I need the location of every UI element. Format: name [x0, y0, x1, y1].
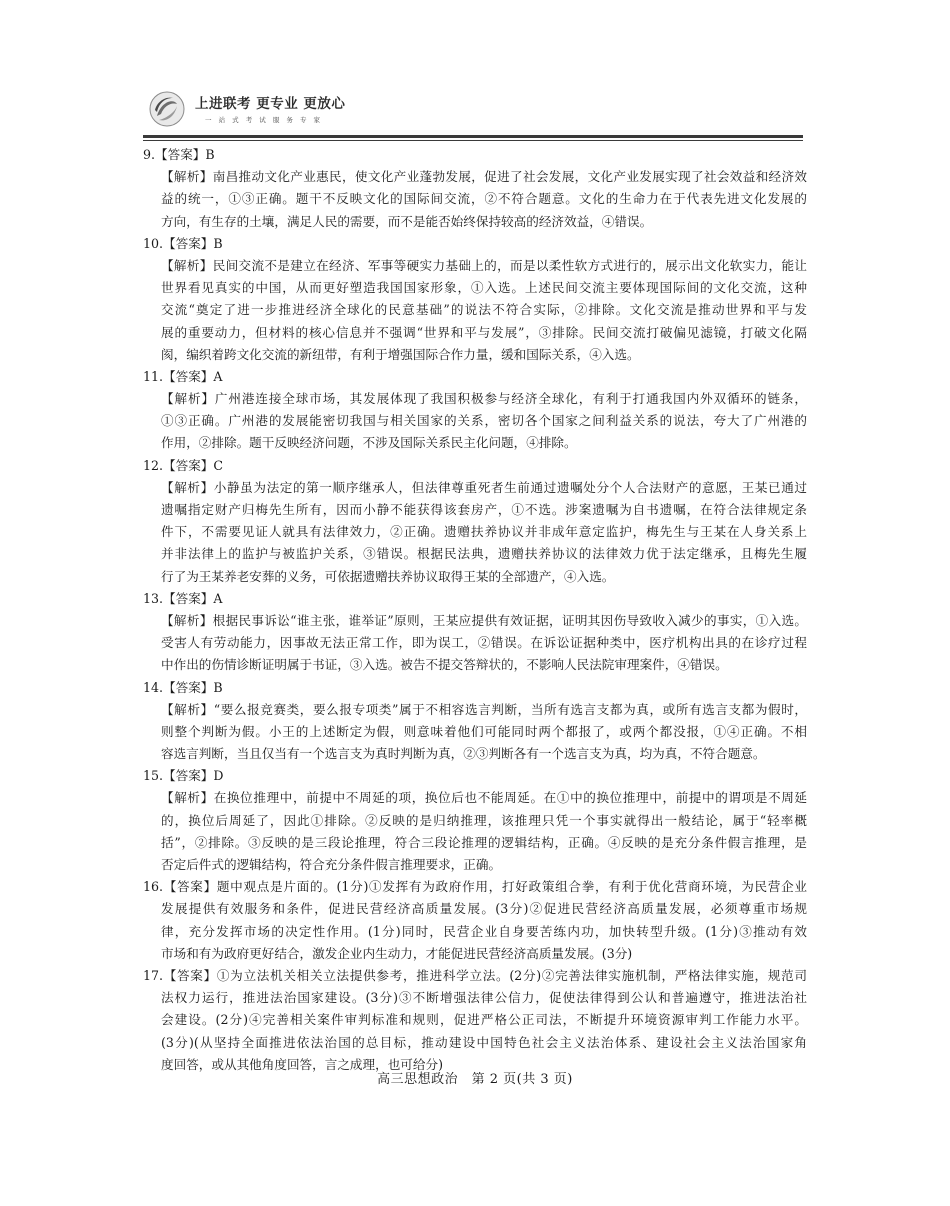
answer-item	[143, 677, 807, 766]
explanation-line: 阂，编织着跨文化交流的新纽带，有利于增强国际合作力量，缓和国际关系，④入选。	[161, 346, 640, 362]
explanation-line: 律，充分发挥市场的决定性作用。(1分)同时，民营企业自身要苦练内功，加快转型升级。(1分)③推动有效	[161, 923, 807, 939]
explanation-line: 展的重要动力，但材料的核心信息并不强调“世界和平与发展”，③排除。民间交流打破偏见滤镜，打破文化隔	[161, 324, 807, 340]
explanation-line: (3分)(从坚持全面推进依法治国的总目标，推动建设中国特色社会主义法治体系、建设社会主义法治国家角	[161, 1034, 807, 1050]
explanation-line: 度回答，或从其他角度回答，言之成理，也可给分)	[161, 1056, 443, 1072]
explanation-line: 【解析】根据民事诉讼“谁主张，谁举证”原则，王某应提供有效证据，证明其因伤导致收入减少的事实，①入选。	[161, 612, 807, 628]
answer-item	[143, 588, 807, 677]
explanation-line: 发展提供有效服务和条件，促进民营经济高质量发展。(3分)②促进民营经济高质量发展，必须尊重市场规	[161, 901, 807, 917]
explanation-line: 作用，②排除。题干反映经济问题，不涉及国际关系民主化问题，④排除。	[161, 435, 577, 451]
explanation-line: 会建设。(2分)④完善相关案件审判标准和规则，促进严格公正司法，不断提升环境资源审判工作能力水平。	[161, 1012, 807, 1028]
explanation-line: 否定后件式的逻辑结构，符合充分条件假言推理要求，正确。	[161, 857, 502, 872]
explanation-line: 的，换位后周延了，因此①排除。②反映的是归纳推理，该推理只凭一个事实就得出一般结论，属于“轻率概	[161, 812, 807, 828]
header-rule	[143, 135, 803, 138]
explanation-line: 【解析】小静虽为法定的第一顺序继承人，但法律尊重死者生前通过遗嘱处分个人合法财产的意愿，王某已通过	[161, 479, 807, 495]
explanation-line: 市场和有为政府更好结合，激发企业内生动力，才能促进民营经济高质量发展。(3分)	[161, 945, 633, 961]
page-footer: 高三思想政治 第 2 页(共 3 页)	[377, 1072, 573, 1087]
explanation-line: 并非法律上的监护与被监护关系，③错误。根据民法典，遗赠扶养协议的法律效力优于法定继承，且梅先生履	[161, 546, 807, 562]
answer-line: 15.【答案】D	[143, 768, 224, 784]
explanation-line: ①③正确。广州港的发展能密切我国与相关国家的关系，密切各个国家之间利益关系的说法，夸大了广州港的	[161, 413, 807, 429]
explanation-line: 【解析】民间交流不是建立在经济、军事等硬实力基础上的，而是以柔性软方式进行的，展示出文化软实力，能让	[161, 257, 807, 273]
answer-item	[143, 366, 807, 455]
explanation-line: 则整个判断为假。小王的上述断定为假，则意味着他们可能同时两个都报了，或两个都没报，①④正确。不相	[161, 723, 807, 739]
explanation-line: 方向，有生存的土壤，满足人民的需要，而不是能否始终保持较高的经济效益，④错误。	[161, 213, 653, 229]
swirl-logo-icon	[147, 90, 187, 128]
answer-content	[143, 144, 807, 1076]
answer-item	[143, 965, 807, 1076]
explanation-line: 世界看见真实的中国，从而更好塑造我国国家形象，①入选。上述民间交流主要体现国际间的文化交流，这种	[161, 280, 807, 296]
explanation-line: 法权力运行，推进法治国家建设。(3分)③不断增强法律公信力，促使法律得到公认和普遍遵守，推进法治社	[161, 990, 807, 1006]
explanation-line: 受害人有劳动能力，因事故无法正常工作，即为误工，②错误。在诉讼证据种类中，医疗机构出具的在诊疗过程	[161, 635, 807, 651]
answer-item	[143, 765, 807, 876]
explanation-line: 括”，②排除。③反映的是三段论推理，符合三段论推理的逻辑结构，正确。④反映的是充分条件假言推理，是	[161, 834, 807, 850]
answer-item	[143, 233, 807, 366]
header-rule-thin	[143, 140, 803, 141]
explanation-line: 中作出的伤情诊断证明属于书证，③入选。被告不提交答辩状的，不影响人民法院审理案件，④错误。	[161, 657, 728, 673]
answer-line: 13.【答案】A	[143, 590, 223, 606]
answer-line: 17.【答案】①为立法机关相关立法提供参考，推进科学立法。(2分)②完善法律实施机制，严格法律实施，规范司	[143, 967, 807, 983]
answer-line: 10.【答案】B	[143, 235, 223, 251]
answer-line: 16.【答案】题中观点是片面的。(1分)①发挥有为政府作用，打好政策组合拳，有利于优化营商环境，为民营企业	[143, 879, 807, 895]
explanation-line: 容选言判断，当且仅当有一个选言支为真时判断为真，②③判断各有一个选言支为真，均为真，不符合题意。	[161, 746, 766, 762]
answer-item	[143, 455, 807, 588]
explanation-line: 【解析】在换位推理中，前提中不周延的项，换位后也不能周延。在①中的换位推理中，前提中的谓项是不周延	[161, 790, 807, 806]
explanation-line: 遗嘱指定财产归梅先生所有，因而小静不能获得该套房产，①不选。涉案遗嘱为自书遗嘱，在符合法律规定条	[161, 502, 807, 517]
answer-line: 14.【答案】B	[143, 679, 223, 695]
page-header	[143, 88, 803, 136]
explanation-line: 【解析】“要么报竞赛类，要么报专项类”属于不相容选言判断，当所有选言支都为真，或所有选言支都为假时，	[161, 701, 807, 717]
answer-line: 11.【答案】A	[143, 368, 223, 384]
explanation-line: 【解析】南昌推动文化产业惠民，使文化产业蓬勃发展，促进了社会发展，文化产业发展实现了社会效益和经济效	[161, 169, 807, 185]
explanation-line: 件下，不需要见证人就具有法律效力，②正确。遗赠扶养协议并非成年意定监护，梅先生与王某在人身关系上	[161, 524, 807, 540]
explanation-line: 【解析】广州港连接全球市场，其发展体现了我国积极参与经济全球化，有利于打通我国内外双循环的链条，	[161, 391, 807, 407]
brand-slogan: 上进联考 更专业 更放心	[195, 96, 346, 112]
explanation-line: 行了为王某养老安葬的义务，可依据遗赠扶养协议取得王某的全部遗产，④入选。	[161, 568, 615, 584]
answer-line: 9.【答案】B	[143, 147, 215, 162]
answer-item	[143, 876, 807, 965]
explanation-line: 交流“奠定了进一步推进经济全球化的民意基础”的说法不符合实际，②排除。文化交流是推动世界和平与发	[161, 302, 807, 318]
answer-item	[143, 144, 807, 233]
brand-tagline: 一 站 式 考 试 服 务 专 家	[205, 116, 323, 124]
explanation-line: 益的统一，①③正确。题干不反映文化的国际间交流，②不符合题意。文化的生命力在于代表先进文化发展的	[161, 191, 807, 207]
answer-line: 12.【答案】C	[143, 457, 224, 473]
